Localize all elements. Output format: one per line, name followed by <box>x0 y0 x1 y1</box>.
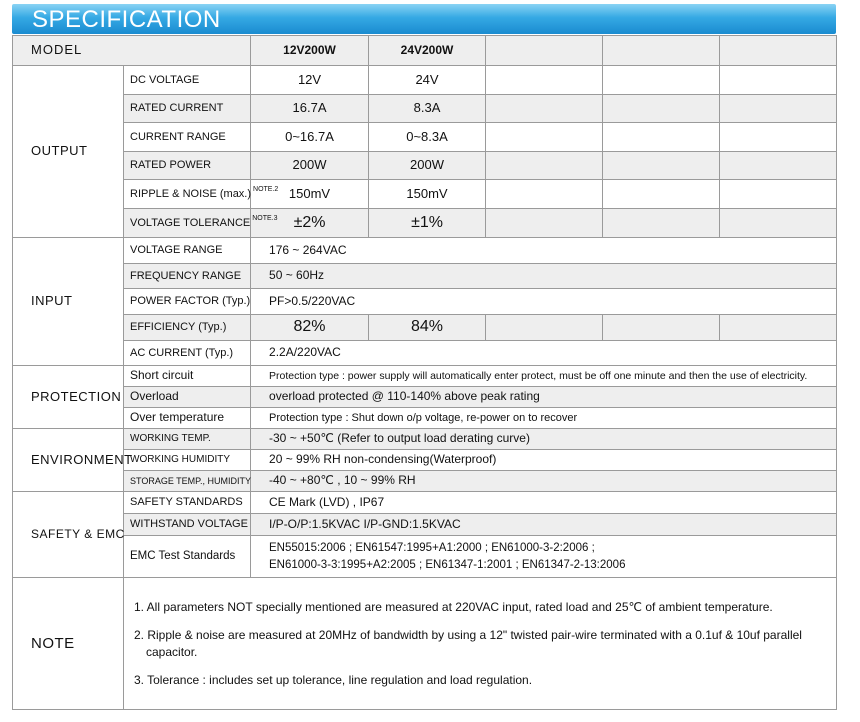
model-24v200w: 24V200W <box>369 36 486 66</box>
efficiency-12v: 82% <box>251 315 369 341</box>
rated-current-12v: 16.7A <box>251 95 369 123</box>
rated-power-12v: 200W <box>251 152 369 180</box>
frequency-range-label: FREQUENCY RANGE <box>124 264 251 289</box>
protection-row-overload <box>13 387 837 408</box>
dc-voltage-label: DC VOLTAGE <box>124 66 251 95</box>
working-humidity-label: WORKING HUMIDITY <box>124 450 251 471</box>
safety-standards-value: CE Mark (LVD) , IP67 <box>251 492 837 514</box>
power-factor-label: POWER FACTOR (Typ.) <box>124 289 251 315</box>
note-row <box>13 578 837 710</box>
safety-category: SAFETY & EMC <box>13 492 124 578</box>
frequency-range-value: 50 ~ 60Hz <box>251 264 837 289</box>
protection-row-short-circuit <box>13 366 837 387</box>
environment-row-storage <box>13 471 837 492</box>
output-row-rated-current <box>13 95 837 123</box>
note-item-2: 2. Ripple & noise are measured at 20MHz of bandwidth by using a 12" twisted pair-wire terminated with a 0.1uf & 10uf parallel capacitor. <box>134 628 802 659</box>
voltage-tolerance-label: VOLTAGE TOLERANCE $^{NOTE.3}$ <box>124 209 251 238</box>
ripple-noise-label: RIPPLE & NOISE (max.) $^{NOTE.2}$ <box>124 180 251 209</box>
efficiency-24v: 84% <box>369 315 486 341</box>
empty-cell <box>486 36 603 66</box>
short-circuit-value: Protection type : power supply will automatically enter protect, must be off one minute and then the use of electricity. <box>251 366 837 387</box>
emc-line-1: EN55015:2006 ; EN61547:1995+A1:2000 ; EN61000-3-2:2006 ; <box>269 542 595 555</box>
over-temperature-label: Over temperature <box>124 408 251 429</box>
power-factor-value: PF>0.5/220VAC <box>251 289 837 315</box>
environment-row-working-humidity <box>13 450 837 471</box>
voltage-range-label: VOLTAGE RANGE <box>124 238 251 264</box>
overload-value: overload protected @ 110-140% above peak rating <box>251 387 837 408</box>
output-row-current-range <box>13 123 837 152</box>
rated-current-label: RATED CURRENT <box>124 95 251 123</box>
working-temp-value: -30 ~ +50℃ (Refer to output load derating curve) <box>251 429 837 450</box>
voltage-tolerance-24v: ±1% <box>369 209 486 238</box>
model-label: MODEL <box>13 36 251 66</box>
emc-line-2: EN61000-3-3:1995+A2:2005 ; EN61347-1:2001 ; EN61347-2-13:2006 <box>269 558 626 571</box>
empty-cell <box>720 36 837 66</box>
dc-voltage-24v: 24V <box>369 66 486 95</box>
specification-title: SPECIFICATION <box>32 6 221 33</box>
dc-voltage-12v: 12V <box>251 66 369 95</box>
ac-current-value: 2.2A/220VAC <box>251 341 837 366</box>
withstand-voltage-label: WITHSTAND VOLTAGE <box>124 514 251 536</box>
input-category: INPUT <box>13 238 124 366</box>
output-row-rated-power <box>13 152 837 180</box>
current-range-label: CURRENT RANGE <box>124 123 251 152</box>
ripple-noise-12v: 150mV <box>251 180 369 209</box>
model-row <box>13 36 837 66</box>
storage-value: -40 ~ +80℃ , 10 ~ 99% RH <box>251 471 837 492</box>
protection-row-over-temperature <box>13 408 837 429</box>
input-row-efficiency <box>13 315 837 341</box>
input-row-frequency-range <box>13 264 837 289</box>
input-row-ac-current <box>13 341 837 366</box>
protection-category: PROTECTION <box>13 366 124 429</box>
emc-value <box>251 536 837 578</box>
rated-power-label: RATED POWER <box>124 152 251 180</box>
overload-label: Overload <box>124 387 251 408</box>
safety-row-standards <box>13 492 837 514</box>
note-3-marker: NOTE.3 <box>252 214 278 222</box>
current-range-12v: 0~16.7A <box>251 123 369 152</box>
safety-row-withstand <box>13 514 837 536</box>
ripple-noise-24v: 150mV <box>369 180 486 209</box>
output-category: OUTPUT <box>13 66 124 238</box>
note-content <box>124 578 837 710</box>
working-humidity-value: 20 ~ 99% RH non-condensing(Waterproof) <box>251 450 837 471</box>
specification-header <box>12 4 836 34</box>
voltage-tolerance-12v: ±2% <box>251 209 369 238</box>
note-item-3: 3. Tolerance : includes set up tolerance, line regulation and load regulation. <box>134 672 533 687</box>
storage-label: STORAGE TEMP., HUMIDITY <box>124 471 251 492</box>
ac-current-label: AC CURRENT (Typ.) <box>124 341 251 366</box>
environment-category: ENVIRONMENT <box>13 429 124 492</box>
input-row-voltage-range <box>13 238 837 264</box>
output-row-ripple-noise <box>13 180 837 209</box>
environment-row-working-temp <box>13 429 837 450</box>
withstand-voltage-value: I/P-O/P:1.5KVAC I/P-GND:1.5KVAC <box>251 514 837 536</box>
over-temperature-value: Protection type : Shut down o/p voltage, re-power on to recover <box>251 408 837 429</box>
emc-label: EMC Test Standards <box>124 536 251 578</box>
current-range-24v: 0~8.3A <box>369 123 486 152</box>
voltage-range-value: 176 ~ 264VAC <box>251 238 837 264</box>
short-circuit-label: Short circuit <box>124 366 251 387</box>
note-2-marker: NOTE.2 <box>253 185 279 193</box>
output-row-voltage-tolerance <box>13 209 837 238</box>
rated-current-24v: 8.3A <box>369 95 486 123</box>
efficiency-label: EFFICIENCY (Typ.) <box>124 315 251 341</box>
input-row-power-factor <box>13 289 837 315</box>
working-temp-label: WORKING TEMP. <box>124 429 251 450</box>
specification-table <box>12 35 837 710</box>
output-row-dc-voltage <box>13 66 837 95</box>
model-12v200w: 12V200W <box>251 36 369 66</box>
safety-standards-label: SAFETY STANDARDS <box>124 492 251 514</box>
note-item-1: 1. All parameters NOT specially mentioned are measured at 220VAC input, rated load and 25℃ of ambient temperature. <box>134 600 773 615</box>
note-category: NOTE <box>13 578 124 710</box>
safety-row-emc <box>13 536 837 578</box>
rated-power-24v: 200W <box>369 152 486 180</box>
empty-cell <box>603 36 720 66</box>
